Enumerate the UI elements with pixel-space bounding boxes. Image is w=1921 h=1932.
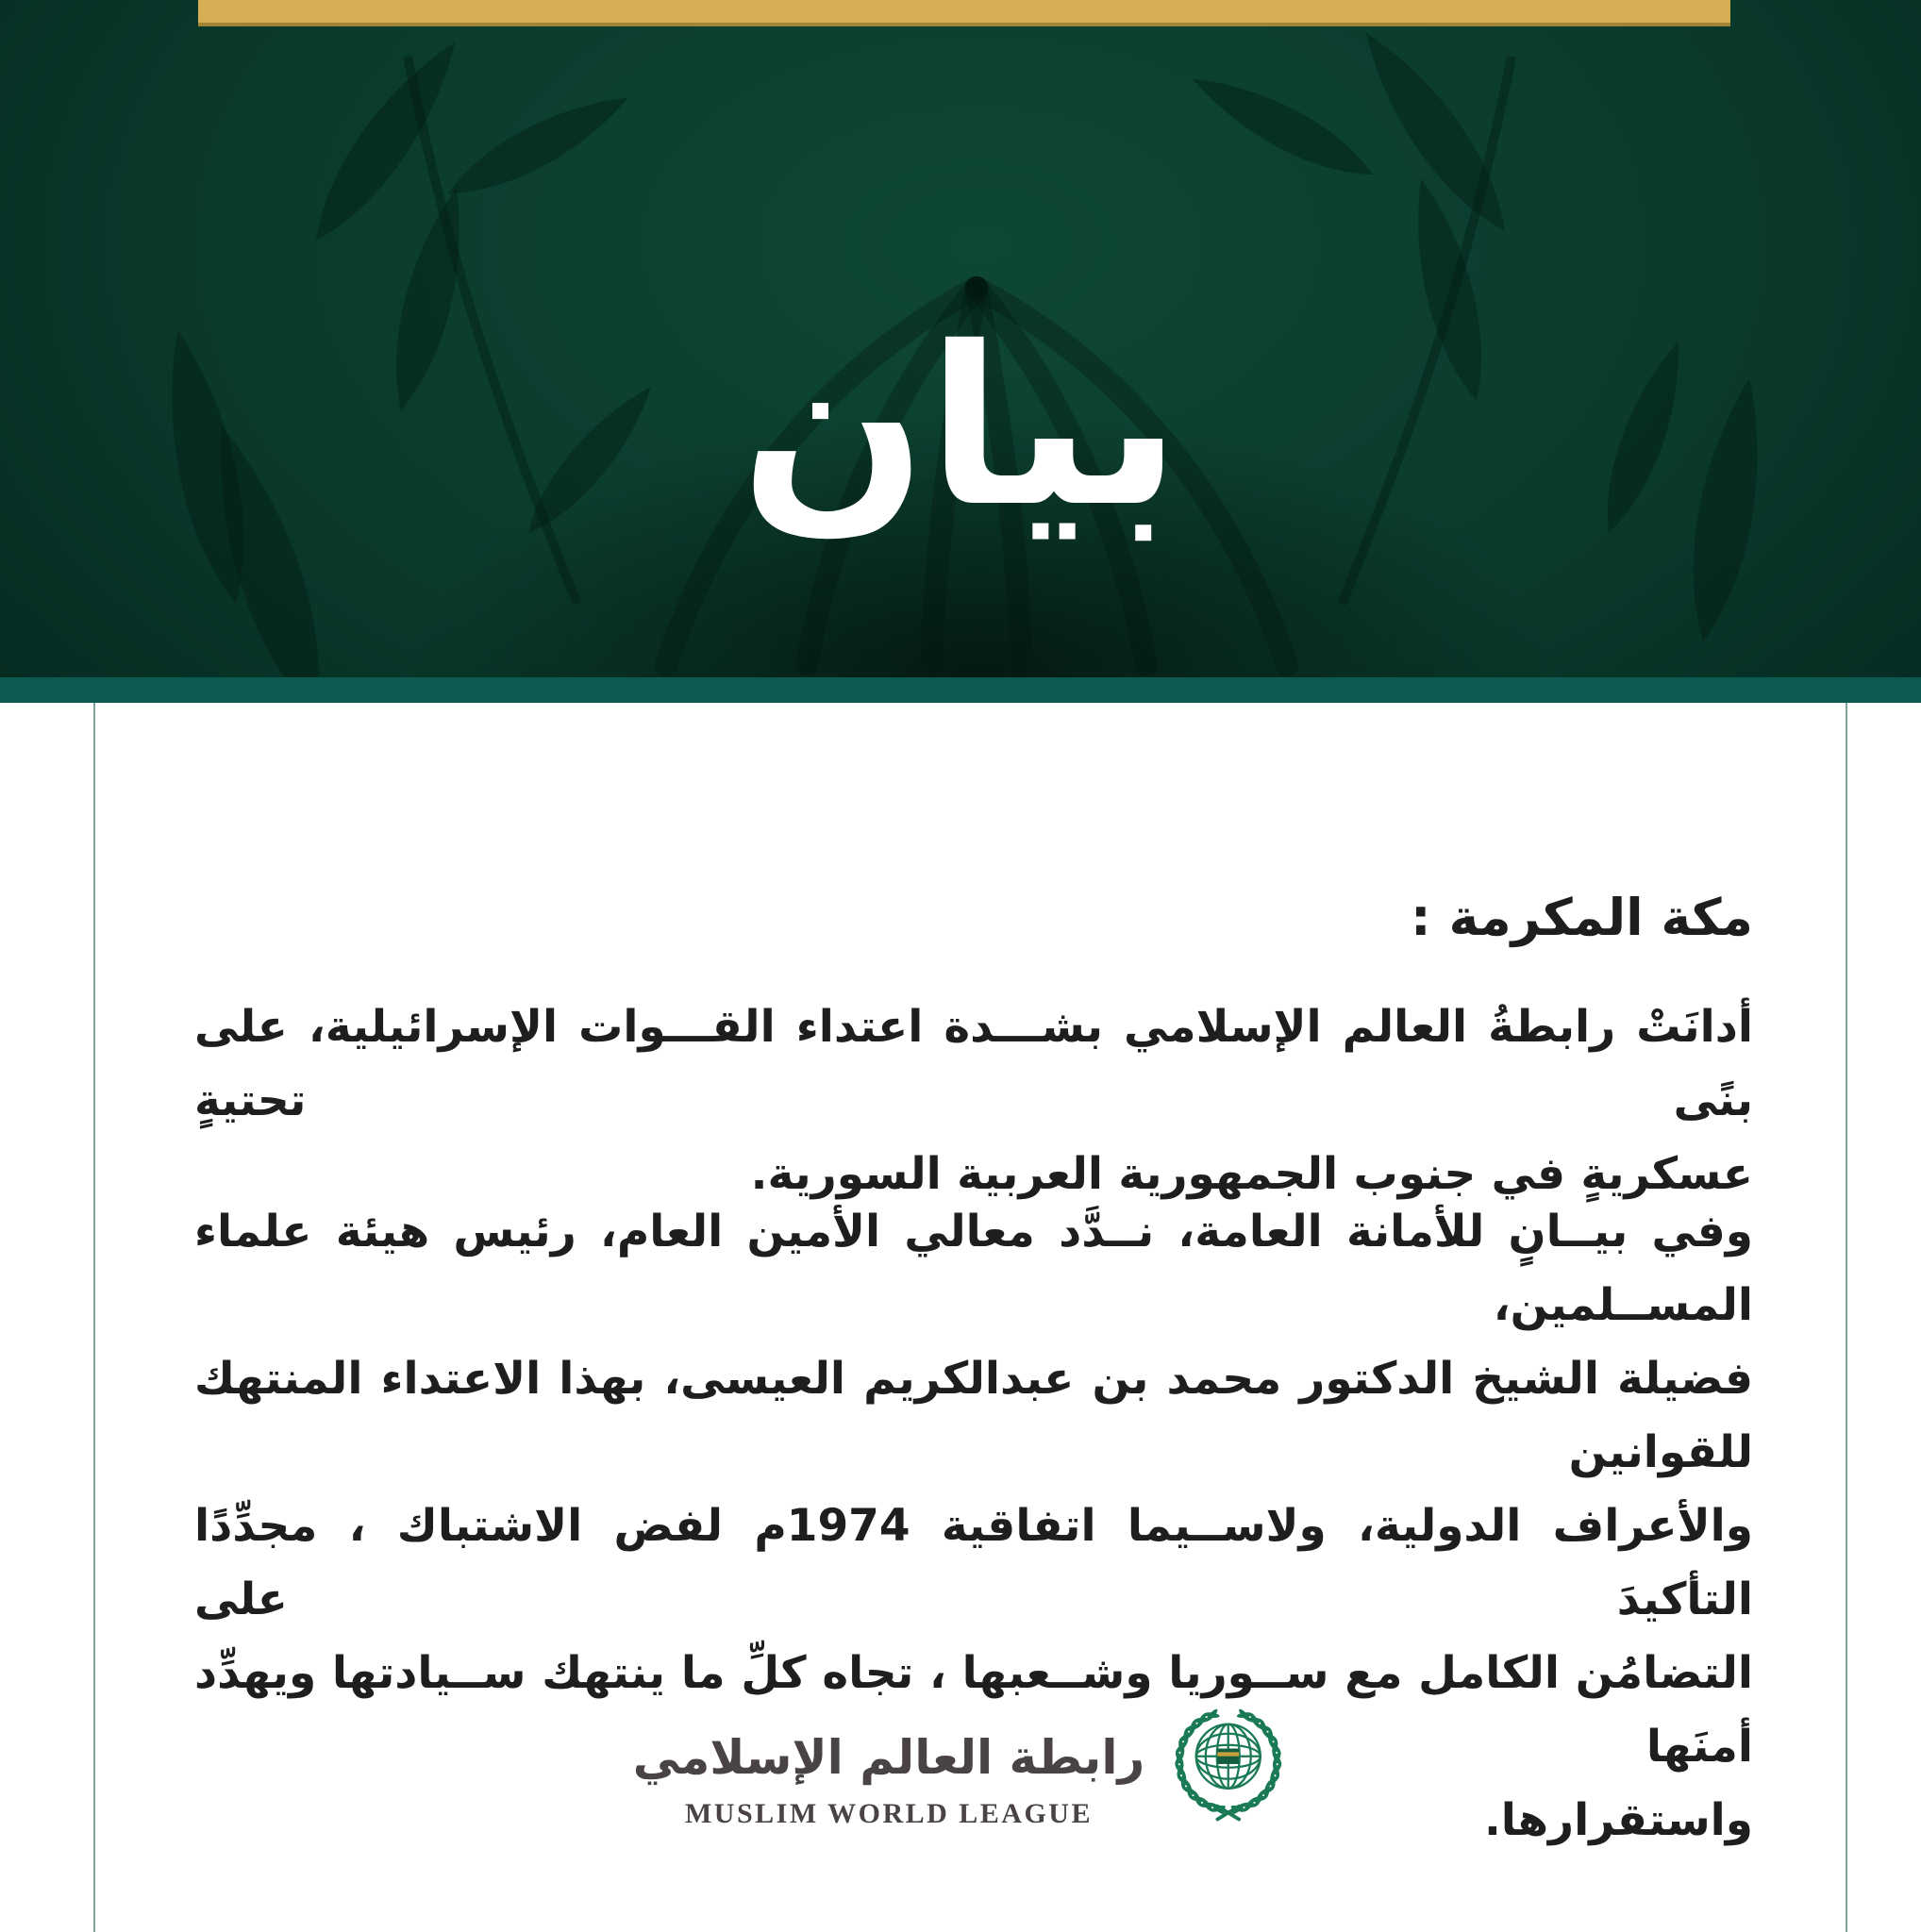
mwl-wordmarks [633, 1727, 1144, 1830]
statement-title-calligraphy: بيان [740, 300, 1181, 555]
statement-body [0, 703, 1921, 1932]
mwl-arabic-wordmark: رابطة العالم الإسلامي [632, 1730, 1145, 1785]
paragraph-condemnation [194, 991, 1753, 1211]
mwl-emblem-icon [1169, 1701, 1288, 1830]
right-frame-line [1846, 703, 1847, 1932]
mwl-english-wordmark: MUSLIM WORLD LEAGUE [684, 1798, 1093, 1829]
kaaba-icon [1218, 1749, 1240, 1764]
text-line: أدانَتْ رابطةُ العالم الإسلامي بشـــدة اعتداء القـــوات الإسرائيلية، على بنًى تحتيةٍ [194, 1001, 1753, 1126]
text-line: واستقرارها. [1483, 1794, 1753, 1846]
dateline-makkah: مكة المكرمة : [1411, 888, 1753, 947]
text-line: والأعراف الدولية، ولاســيما اتفاقية 1974م لفض الاشتباك ، مجدِّدًا التأكيدَ على [194, 1500, 1753, 1625]
text-line: فضيلة الشيخ الدكتور محمد بن عبدالكريم العيسى، بهذا الاعتداء المنتهك للقوانين [194, 1353, 1753, 1478]
text-line: وفي بيــانٍ للأمانة العامة، نــدَّد معالي الأمين العام، رئيس هيئة علماء المســلمين، [194, 1206, 1753, 1331]
gold-accent-bar [198, 0, 1730, 26]
text-line: عسكريةٍ في جنوب الجمهورية العربية السورية. [750, 1148, 1753, 1200]
left-frame-line [93, 703, 95, 1932]
header-banner [0, 0, 1921, 677]
teal-divider-band [0, 677, 1921, 703]
mwl-logo [633, 1701, 1288, 1830]
text-line: التضامُن الكامل مع ســوريا وشــعبها ، تجاه كلِّ ما ينتهك ســيادتها ويهدِّد أمنَها [194, 1647, 1753, 1773]
